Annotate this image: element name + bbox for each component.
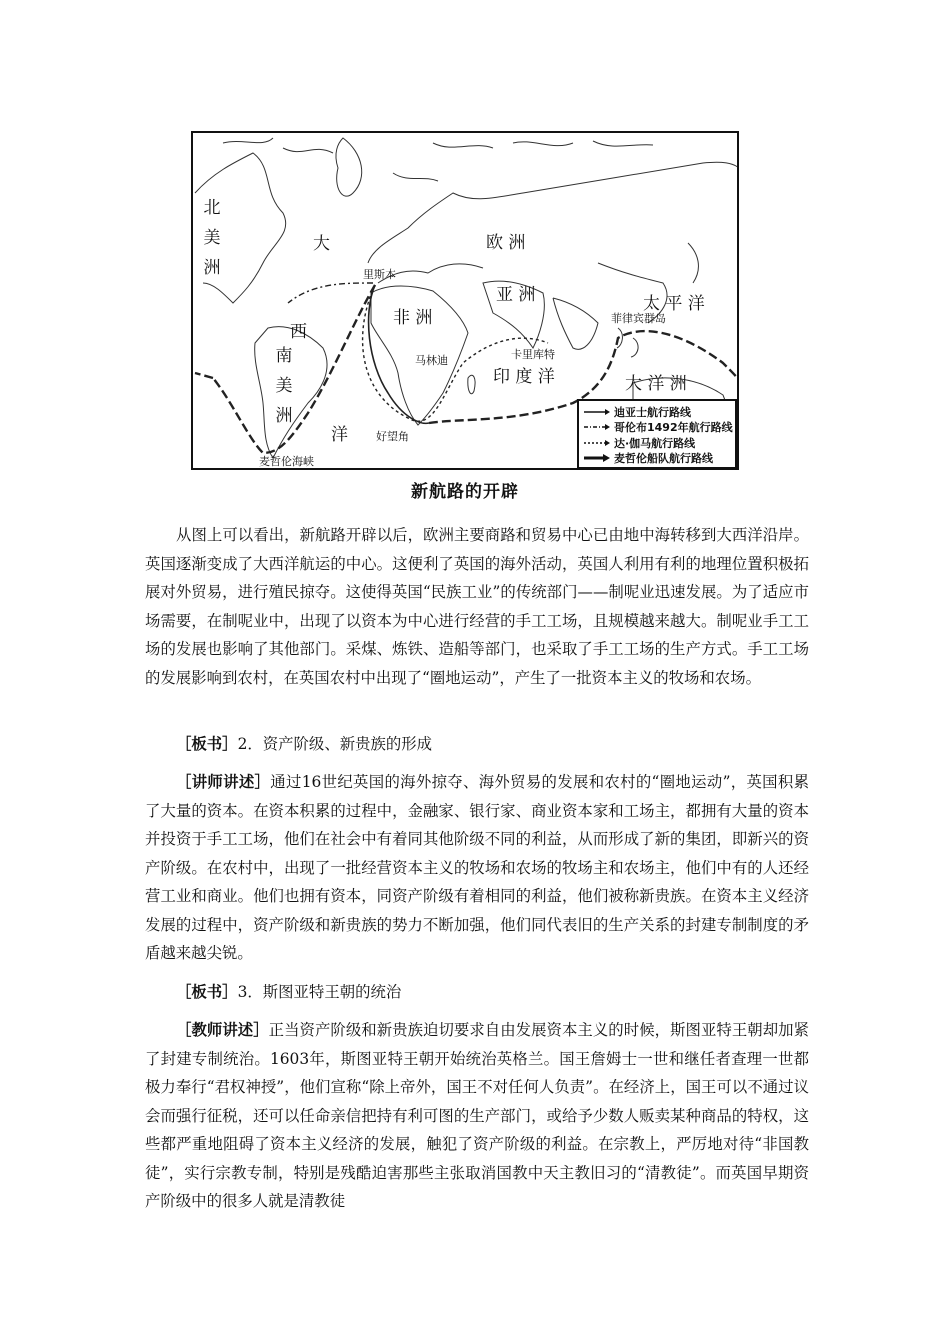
paragraph-board-2 (145, 730, 809, 759)
label-calicut: 卡里库特 (511, 348, 555, 361)
label-asia: 亚 洲 (496, 285, 536, 305)
tag-board: ［板书］ (176, 983, 238, 1001)
label-lisbon: 里斯本 (363, 268, 396, 281)
map-legend (577, 399, 737, 469)
legend-item-columbus (583, 420, 731, 436)
legend-item-magellan (583, 451, 731, 467)
legend-item-da-gama (583, 435, 731, 451)
paragraph-teacher (145, 1016, 809, 1216)
legend-label: 哥伦布1492年航行路线 (614, 421, 733, 435)
label-philippines: 菲律宾群岛 (611, 312, 666, 325)
label-oceania: 大 洋 洲 (625, 374, 687, 394)
board-text: 2．资产阶级、新贵族的形成 (237, 735, 433, 753)
thick-arrow-icon (583, 454, 611, 462)
label-south-america: 南美洲 (275, 346, 293, 426)
legend-label: 达·伽马航行路线 (614, 436, 696, 450)
label-malindi: 马林迪 (415, 354, 448, 367)
voyages-map (191, 131, 739, 470)
label-north-america: 北美洲 (203, 198, 221, 278)
solid-arrow-icon (583, 408, 611, 416)
label-atlantic-yang: 洋 (331, 425, 348, 445)
board-text: 3．斯图亚特王朝的统治 (237, 983, 402, 1001)
label-cape: 好望角 (376, 430, 409, 443)
label-indian-ocean: 印 度 洋 (493, 367, 555, 387)
tag-teacher: ［教师讲述］ (176, 1021, 269, 1039)
dash-dot-arrow-icon (583, 423, 611, 431)
teacher-text: 正当资产阶级和新贵族迫切要求自由发展资本主义的时候，斯图亚特王朝却加紧了封建专制统治。1603年，斯图亚特王朝开始统治英格兰。国王詹姆士一世和继任者查理一世都极力奉行“君权神授”，他们宣称“除上帝外，国王不对任何人负责”。在经济上，国王可以不通过议会而强行征税，还可以任命亲信把持有利可图的生产部门，或给予少数人贩卖某种商品的特权，这些都严重地阻碍了资本主义经济的发展，触犯了资产阶级的利益。在宗教上，严厉地对待“非国教徒”，实行宗教专制，特别是残酷迫害那些主张取消国教中天主教旧习的“清教徒”。而英国早期资产阶级中的很多人就是清教徒 (145, 1021, 809, 1210)
label-magellan-strait: 麦哲伦海峡 (259, 455, 314, 468)
paragraph-1: 从图上可以看出，新航路开辟以后，欧洲主要商路和贸易中心已由地中海转移到大西洋沿岸。英国逐渐变成了大西洋航运的中心。这便利了英国的海外活动，英国人利用有利的地理位置积极拓展对外贸易，进行殖民掠夺。这使得英国“民族工业”的传统部门——制呢业迅速发展。为了适应市场需要，在制呢业中，出现了以资本为中心进行经营的手工工场，且规模越来越大。制呢业手工工场的发展也影响了其他部门。采煤、炼铁、造船等部门，也采取了手工工场的生产方式。手工工场的发展影响到农村，在英国农村中出现了“圈地运动”，产生了一批资本主义的牧场和农场。 (145, 526, 809, 687)
legend-item-dias (583, 404, 731, 420)
tag-lecturer: ［讲师讲述］ (176, 773, 271, 791)
paragraph-lecturer (145, 768, 809, 968)
label-atlantic-xi: 西 (290, 322, 307, 342)
map-caption: 新航路的开辟 (411, 482, 519, 502)
label-pacific: 太 平 洋 (643, 294, 705, 314)
label-africa: 非 洲 (393, 308, 433, 328)
legend-label: 迪亚士航行路线 (614, 405, 691, 419)
label-europe: 欧 洲 (486, 233, 526, 253)
legend-label: 麦哲伦船队航行路线 (614, 452, 713, 466)
lecturer-text: 通过16世纪英国的海外掠夺、海外贸易的发展和农村的“圈地运动”，英国积累了大量的资本。在资本积累的过程中，金融家、银行家、商业资本家和工场主，都拥有大量的资本并投资于手工工场，他们在社会中有着同其他阶级不同的利益，从而形成了新的集团，即新兴的资产阶级。在农村中，出现了一批经营资本主义的牧场和农场的牧场主和农场主，他们中有的人还经营工业和商业。他们也拥有资本，同资产阶级有着相同的利益，他们被称新贵族。在资本主义经济发展的过程中，资产阶级和新贵族的势力不断加强，他们同代表旧的生产关系的封建专制制度的矛盾越来越尖锐。 (145, 773, 809, 962)
dotted-arrow-icon (583, 439, 611, 447)
tag-board: ［板书］ (176, 735, 238, 753)
label-atlantic-da: 大 (313, 234, 330, 254)
paragraph-board-3 (145, 978, 809, 1007)
